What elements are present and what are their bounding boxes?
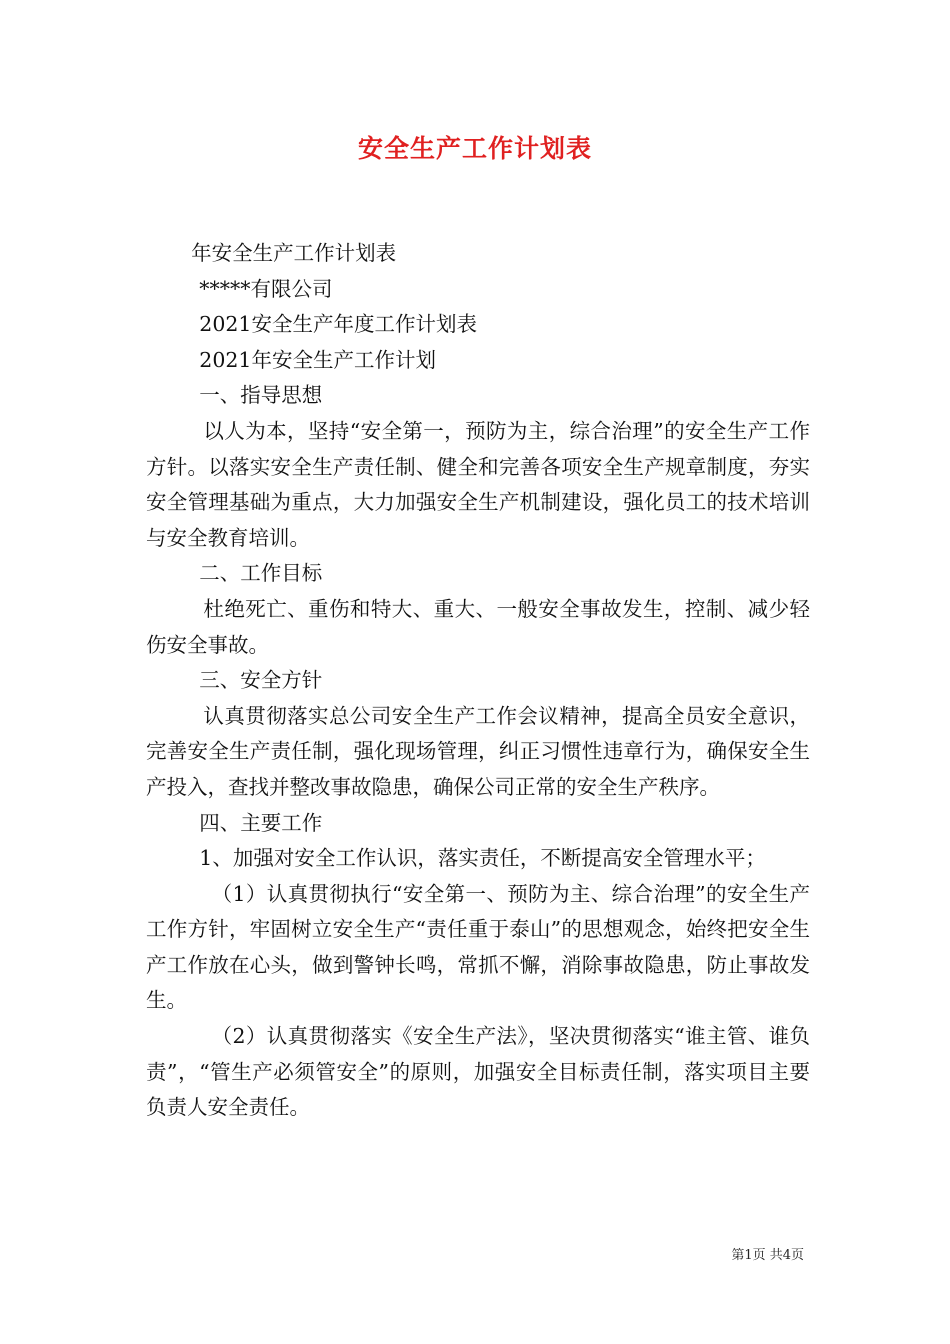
heading-work-goals: 二、工作目标 (199, 561, 323, 586)
item-1: 1、加强对安全工作认识，落实责任，不断提高安全管理水平； (199, 846, 766, 871)
heading-guiding-ideology: 一、指导思想 (199, 383, 323, 408)
heading-safety-policy: 三、安全方针 (199, 668, 323, 693)
item-1-2: （2）认真贯彻落实《安全生产法》，坚决贯彻落实“谁主管、谁负责”，“管生产必须管安全”的原则，加强安全目标责任制，落实项目主要负责人安全责任。 (146, 1024, 810, 1120)
line-annual-plan-table: 2021安全生产年度工作计划表 (199, 312, 477, 337)
page-footer: 第1页 共4页 (731, 1248, 804, 1263)
line-subtitle: 年安全生产工作计划表 (191, 241, 397, 265)
paragraph-work-goals: 杜绝死亡、重伤和特大、重大、一般安全事故发生，控制、减少轻伤安全事故。 (146, 596, 810, 657)
heading-main-work: 四、主要工作 (199, 810, 323, 835)
line-annual-plan: 2021年安全生产工作计划 (199, 347, 436, 372)
document-body (146, 236, 810, 1126)
document-title: 安全生产工作计划表 (357, 134, 592, 163)
item-1-1: （1）认真贯彻执行“安全第一、预防为主、综合治理”的安全生产工作方针，牢固树立安全生产“责任重于泰山”的思想观念，始终把安全生产工作放在心头，做到警钟长鸣，常抓不懈，消除事故隐患，防止事故发生。 (146, 881, 810, 1013)
paragraph-safety-policy: 认真贯彻落实总公司安全生产工作会议精神，提高全员安全意识，完善安全生产责任制，强化现场管理，纠正习惯性违章行为，确保安全生产投入，查找并整改事故隐患，确保公司正常的安全生产秩序。 (146, 703, 810, 799)
line-company: *****有限公司 (199, 276, 333, 301)
paragraph-guiding-ideology: 以人为本，坚持“安全第一，预防为主，综合治理”的安全生产工作方针。以落实安全生产责任制、健全和完善各项安全生产规章制度，夯实安全管理基础为重点，大力加强安全生产机制建设，强化员工的技术培训与安全教育培训。 (146, 418, 810, 550)
